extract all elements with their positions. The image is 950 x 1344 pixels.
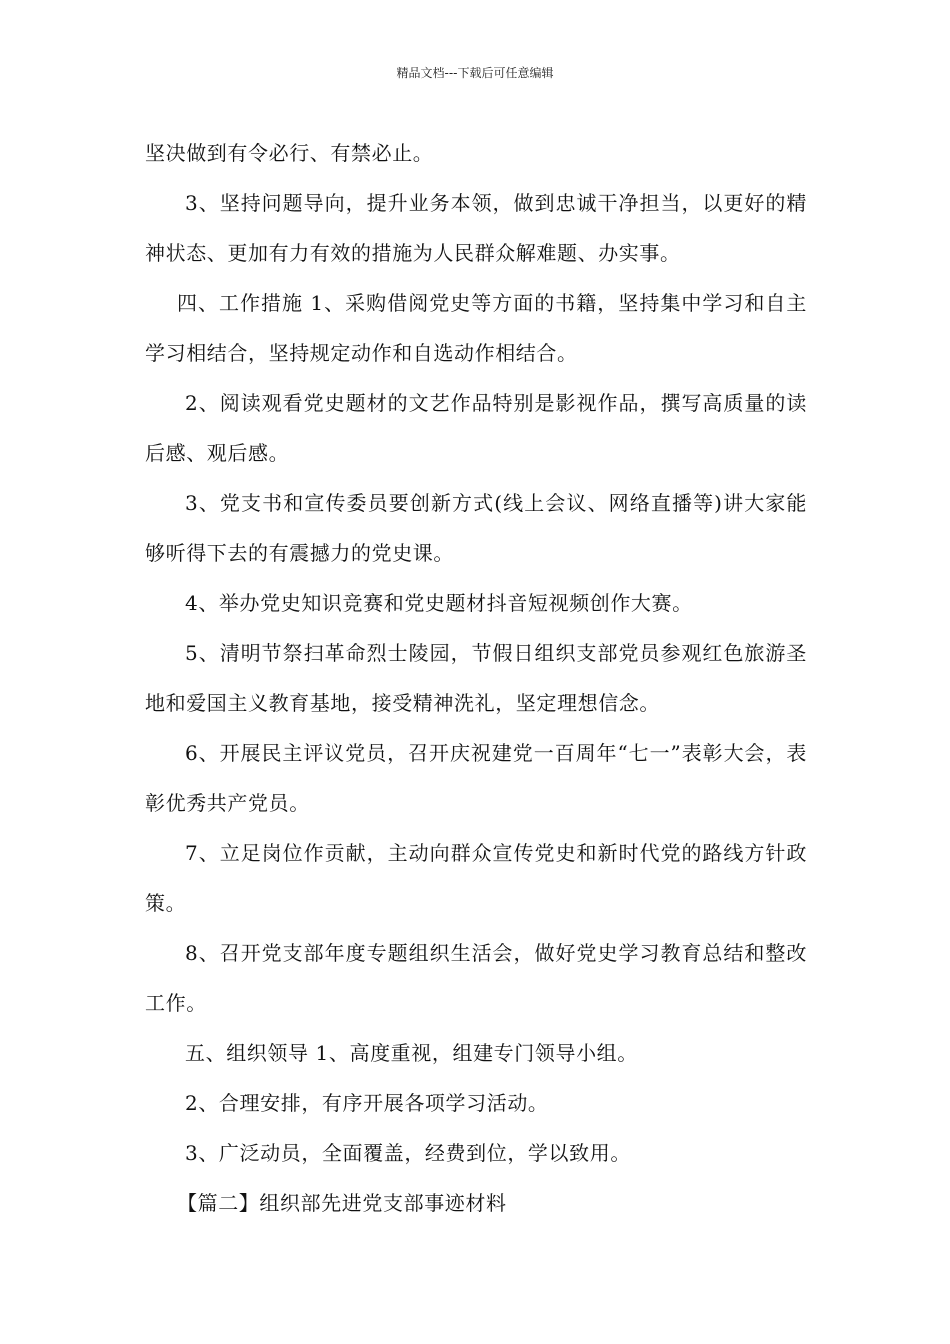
document-body — [145, 128, 807, 1228]
page-header: 精品文档---下载后可任意编辑 — [396, 66, 554, 80]
paragraph-measure-7: 7、立足岗位作贡献，主动向群众宣传党史和新时代党的路线方针政策。 — [145, 841, 807, 915]
paragraph-continuation: 坚决做到有令必行、有禁必止。 — [145, 141, 434, 165]
paragraph-measure-6: 6、开展民主评议党员，召开庆祝建党一百周年“七一”表彰大会，表彰优秀共产党员。 — [145, 741, 807, 815]
paragraph-leadership-3: 3、广泛动员，全面覆盖，经费到位，学以致用。 — [185, 1141, 631, 1165]
paragraph-measure-3: 3、党支书和宣传委员要创新方式(线上会议、网络直播等)讲大家能够听得下去的有震撼力的党史课。 — [145, 491, 807, 565]
paragraph-section-4-measures: 四、工作措施 1、采购借阅党史等方面的书籍，坚持集中学习和自主学习相结合，坚持规定动作和自选动作相结合。 — [145, 291, 807, 365]
paragraph-measure-8: 8、召开党支部年度专题组织生活会，做好党史学习教育总结和整改工作。 — [145, 941, 807, 1015]
paragraph-measure-2: 2、阅读观看党史题材的文艺作品特别是影视作品，撰写高质量的读后感、观后感。 — [145, 391, 807, 465]
paragraph-measure-5: 5、清明节祭扫革命烈士陵园，节假日组织支部党员参观红色旅游圣地和爱国主义教育基地，接受精神洗礼，坚定理想信念。 — [145, 641, 807, 715]
paragraph-item-3: 3、坚持问题导向，提升业务本领，做到忠诚干净担当，以更好的精神状态、更加有力有效的措施为人民群众解难题、办实事。 — [145, 191, 807, 265]
paragraph-section-5-leadership: 五、组织领导 1、高度重视，组建专门领导小组。 — [185, 1041, 638, 1065]
section-title-part-two: 【篇二】组织部先进党支部事迹材料 — [177, 1191, 507, 1215]
paragraph-measure-4: 4、举办党史知识竞赛和党史题材抖音短视频创作大赛。 — [185, 591, 693, 615]
paragraph-leadership-2: 2、合理安排，有序开展各项学习活动。 — [185, 1091, 549, 1115]
